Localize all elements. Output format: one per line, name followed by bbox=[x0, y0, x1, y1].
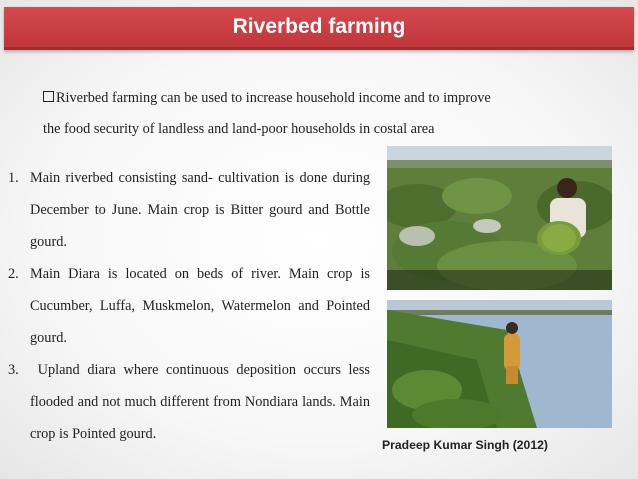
list-item bbox=[8, 354, 370, 450]
title-bar bbox=[4, 7, 634, 50]
list-number: 3. bbox=[8, 362, 19, 378]
list-text: Main Diara is located on beds of river. Main crop is Cucumber, Luffa, Muskmelon, Watermelon and Pointed gourd. bbox=[30, 266, 370, 346]
list-text: Upland diara where continuous deposition occurs less flooded and not much different from Nondiara lands. Main crop is Pointed gourd. bbox=[30, 362, 370, 442]
list-number: 2. bbox=[8, 266, 19, 282]
photo-river-woman bbox=[387, 300, 612, 428]
list-number: 1. bbox=[8, 170, 19, 186]
photo-farmer-pumpkin-illustration bbox=[387, 146, 612, 290]
intro-line-2: the food security of landless and land-poor households in costal area bbox=[43, 121, 435, 137]
checkbox-bullet-icon bbox=[43, 91, 54, 102]
intro-paragraph bbox=[43, 86, 618, 141]
list-item bbox=[8, 258, 370, 354]
list-item bbox=[8, 162, 370, 258]
photo-farmer-pumpkin bbox=[387, 146, 612, 290]
intro-line-1: Riverbed farming can be used to increase household income and to improve bbox=[56, 90, 491, 106]
photo-river-woman-illustration bbox=[387, 300, 612, 428]
points-list bbox=[8, 162, 370, 450]
photo-credit-caption: Pradeep Kumar Singh (2012) bbox=[382, 438, 548, 452]
list-text: Main riverbed consisting sand- cultivation is done during December to June. Main crop is Bitter gourd and Bottle gourd. bbox=[30, 170, 370, 250]
slide-title: Riverbed farming bbox=[232, 15, 406, 38]
